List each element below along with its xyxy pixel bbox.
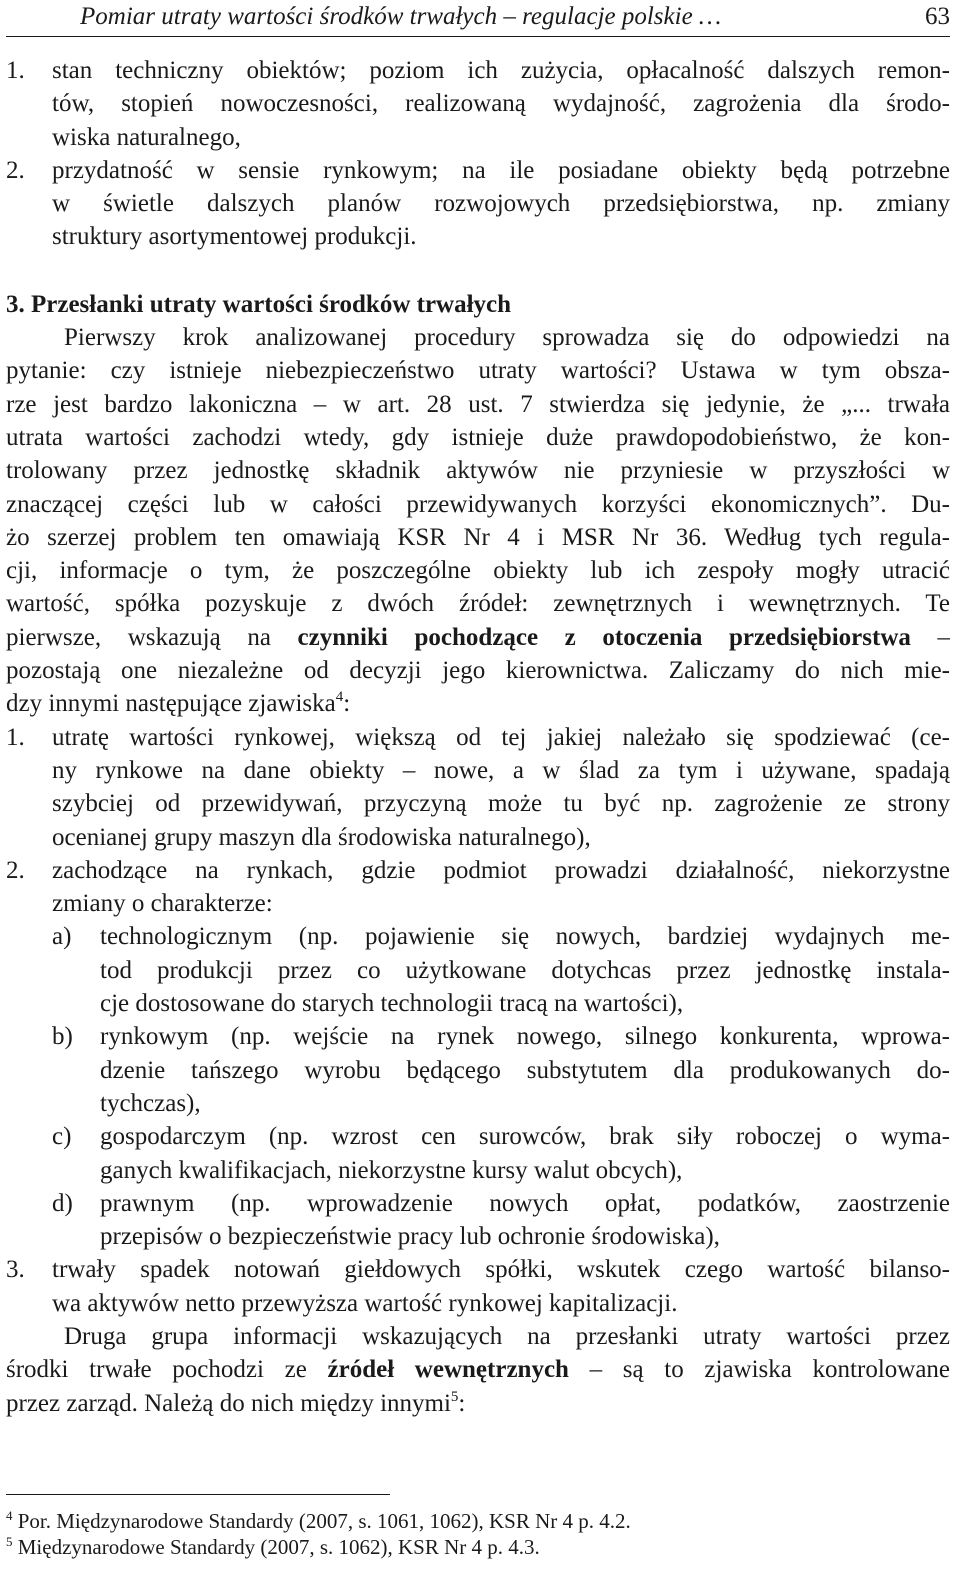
list-item-text: utratę wartości rynkowej, większą od tej jakiej należało się spodziewać (ce-	[52, 723, 950, 751]
list-item-text: tod produkcji przez co użytkowane dotychcas przez jednostkę instala-	[100, 956, 950, 984]
sub-list-letter: c)	[52, 1123, 72, 1151]
sub-list-item	[6, 1187, 950, 1220]
list-item	[6, 54, 950, 154]
footnote	[6, 1508, 950, 1534]
paragraph-line: znaczącej części lub w całości przewidywanych korzyści ekonomicznych”. Du-	[6, 490, 950, 518]
footnote-ref: 5	[450, 1388, 459, 1405]
list-item	[6, 721, 950, 854]
list-item-text: rynkowym (np. wejście na rynek nowego, silnego konkurenta, wprowa-	[100, 1023, 950, 1051]
list-item-text: stan techniczny obiektów; poziom ich zużycia, opłacalność dalszych remon-	[52, 57, 950, 84]
list-number: 1.	[6, 57, 25, 84]
running-header	[6, 0, 950, 37]
header-title: Pomiar utraty wartości środków trwałych – regulacje polskie …	[80, 3, 722, 30]
paragraph-line: trolowany przez jednostkę składnik aktywów nie przyniesie w przyszłości w	[6, 457, 950, 485]
bold-phrase: źródeł wewnętrznych	[327, 1356, 569, 1384]
section-heading: 3. Przesłanki utraty wartości środków trwałych	[6, 290, 512, 318]
list-item-text: ganych kwalifikacjach, niekorzystne kursy walut obcych),	[100, 1156, 683, 1184]
sub-list-letter: d)	[52, 1189, 73, 1217]
list-number: 2.	[6, 156, 25, 184]
list-number: 3.	[6, 1256, 25, 1284]
paragraph-line: pytanie: czy istnieje niebezpieczeństwo utraty wartości? Ustawa w tym obsza-	[6, 357, 950, 385]
paragraph-text: środki trwałe pochodzi ze	[6, 1356, 328, 1384]
list-item-text: ocenianej grupy maszyn dla środowiska naturalnego),	[52, 823, 591, 851]
sub-list-item	[6, 920, 950, 953]
sub-list-item	[6, 1020, 950, 1053]
footnotes	[6, 1508, 950, 1560]
footnote-text: Międzynarodowe Standardy (2007, s. 1062), KSR Nr 4 p. 4.3.	[12, 1535, 540, 1559]
list-item-text: technologicznym (np. pojawienie się nowych, bardziej wydajnych me-	[100, 923, 950, 951]
footnote-number: 5	[6, 1534, 13, 1549]
list-item-text: zmiany o charakterze:	[52, 890, 273, 918]
sub-list-letter: a)	[52, 923, 72, 951]
paragraph-line: pozostają one niezależne od decyzji jego kierownictwa. Zaliczamy do nich mie-	[6, 657, 950, 685]
paragraph-line: Druga grupa informacji wskazujących na przesłanki utraty wartości przez	[64, 1322, 950, 1350]
body-text	[6, 54, 950, 1420]
list-item-text: gospodarczym (np. wzrost cen surowców, brak siły roboczej o wyma-	[100, 1123, 950, 1151]
footnote-text: Por. Międzynarodowe Standardy (2007, s. 1061, 1062), KSR Nr 4 p. 4.2.	[12, 1509, 631, 1533]
list-item-text: trwały spadek notowań giełdowych spółki, wskutek czego wartość bilanso-	[52, 1256, 950, 1284]
paragraph-line: rze jest bardzo lakoniczna – w art. 28 ust. 7 stwierdza się jedynie, że „... trwała	[6, 390, 950, 418]
list-number: 2.	[6, 856, 25, 884]
paragraph-text: –	[910, 623, 950, 651]
list-item-text: szybciej od przewidywań, przyczyną może tu być np. zagrożenie ze strony	[52, 790, 950, 818]
page-number: 63	[925, 3, 950, 30]
sub-list-item	[6, 1120, 950, 1153]
paragraph-text: dzy innymi następujące zjawiska	[6, 690, 336, 718]
list-item-text: prawnym (np. wprowadzenie nowych opłat, podatków, zaostrzenie	[100, 1189, 950, 1217]
footnote-divider	[6, 1494, 390, 1495]
paragraph-line: utrata wartości zachodzi wtedy, gdy istnieje duże prawdopodobieństwo, że kon-	[6, 423, 950, 451]
paragraph-text: :	[458, 1389, 466, 1417]
list-item-text: w świetle dalszych planów rozwojowych przedsiębiorstwa, np. zmiany	[52, 190, 950, 218]
list-item-text: wa aktywów netto przewyższa wartość rynkowej kapitalizacji.	[52, 1289, 678, 1317]
paragraph-line: żo szerzej problem ten omawiają KSR Nr 4 i MSR Nr 36. Według tych regula-	[6, 523, 950, 551]
bold-phrase: czynniki pochodzące z otoczenia przedsiębiorstwa	[297, 623, 911, 651]
list-item-text: ny rynkowe na dane obiekty – nowe, a w ślad za tym i używane, spadają	[52, 756, 950, 784]
list-item	[6, 854, 950, 921]
paragraph-line: cji, informacje o tym, że poszczególne obiekty lub ich zespoły mogły utracić	[6, 557, 950, 585]
list-item-text: cje dostosowane do starych technologii tracą na wartości),	[100, 990, 684, 1018]
list-item-text: przepisów o bezpieczeństwie pracy lub ochronie środowiska),	[100, 1223, 720, 1251]
paragraph	[6, 321, 950, 721]
list-number: 1.	[6, 723, 25, 751]
list-item	[6, 1253, 950, 1320]
list-item-text: przydatność w sensie rynkowym; na ile posiadane obiekty będą potrzebne	[52, 156, 950, 184]
list-item-text: zachodzące na rynkach, gdzie podmiot prowadzi działalność, niekorzystne	[52, 856, 950, 884]
footnote-number: 4	[6, 1508, 13, 1523]
list-item-text: tychczas),	[100, 1089, 201, 1117]
paragraph-line: Pierwszy krok analizowanej procedury sprowadza się do odpowiedzi na	[64, 324, 950, 352]
list-item-text: tów, stopień nowoczesności, realizowaną wydajność, zagrożenia dla środo-	[52, 90, 950, 118]
sub-list-letter: b)	[52, 1023, 73, 1051]
list-item-text: struktury asortymentowej produkcji.	[52, 223, 417, 251]
paragraph	[6, 1320, 950, 1420]
paragraph-text: :	[343, 690, 351, 718]
paragraph-line: wartość, spółka pozyskuje z dwóch źródeł: zewnętrznych i wewnętrznych. Te	[6, 590, 950, 618]
footnote-ref: 4	[335, 689, 344, 706]
list-item	[6, 154, 950, 254]
footnote	[6, 1534, 950, 1560]
list-item-text: wiska naturalnego,	[52, 123, 241, 151]
paragraph-text: – są to zjawiska kontrolowane	[568, 1356, 950, 1384]
paragraph-text: przez zarząd. Należą do nich między innymi	[6, 1389, 451, 1417]
list-item-text: dzenie tańszego wyrobu będącego substytutem dla produkowanych do-	[100, 1056, 950, 1084]
paragraph-text: pierwsze, wskazują na	[6, 623, 298, 651]
